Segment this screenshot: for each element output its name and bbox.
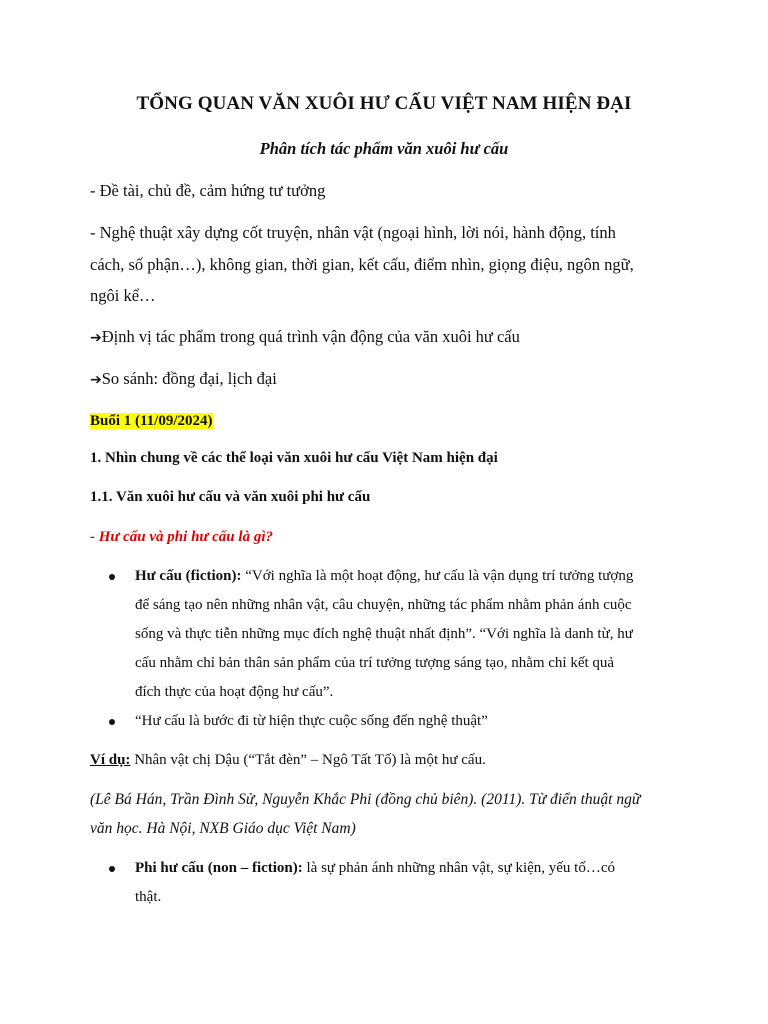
arrow-item (90, 369, 277, 389)
section-heading-1-1: 1.1. Văn xuôi hư cấu và văn xuôi phi hư cấu (90, 489, 371, 505)
section-heading-1: 1. Nhìn chung về các thể loại văn xuôi hư cấu Việt Nam hiện đại (90, 450, 498, 466)
arrow-item-text: So sánh: đồng đại, lịch đại (101, 369, 277, 388)
bullet-nonfiction-line: thật. (135, 889, 162, 905)
bullet-icon (108, 866, 118, 876)
bullet-icon (108, 574, 118, 584)
question-heading: - Hư cấu và phi hư cấu là gì? (90, 529, 273, 545)
arrow-right-icon: ➔ (90, 372, 102, 388)
nonfiction-term: Phi hư cấu (non – fiction): (135, 860, 303, 876)
bullet-nonfiction-line (135, 860, 615, 877)
bullet-fiction-line (135, 568, 633, 585)
fiction-definition: “Với nghĩa là một hoạt động, hư cấu là vận dụng trí tưởng tượng (245, 568, 634, 584)
intro-line: - Đề tài, chủ đề, cảm hứng tư tưởng (90, 181, 326, 200)
citation-line: văn học. Hà Nội, NXB Giáo dục Việt Nam) (90, 820, 356, 837)
document-title: TỔNG QUAN VĂN XUÔI HƯ CẤU VIỆT NAM HIỆN ĐẠI (136, 93, 632, 114)
bullet-fiction-line: cấu nhằm chỉ bản thân sản phẩm của trí tưởng tượng sáng tạo, nhằm chỉ kết quả (135, 655, 615, 671)
arrow-right-icon: ➔ (90, 330, 102, 346)
arrow-item-text: Định vị tác phẩm trong quá trình vận động của văn xuôi hư cấu (101, 327, 520, 346)
bullet-icon (108, 719, 118, 729)
bullet-quote: “Hư cấu là bước đi từ hiện thực cuộc sống đến nghệ thuật” (135, 713, 488, 729)
citation-line: (Lê Bá Hán, Trần Đình Sử, Nguyễn Khắc Phi (đồng chủ biên). (2011). Từ điển thuật ngữ (90, 791, 641, 808)
bullet-fiction-line: sống và thực tiễn những mục đích nghệ thuật nhất định”. “Với nghĩa là danh từ, hư (135, 626, 633, 642)
session-label-highlight: Buổi 1 (11/09/2024) (90, 413, 213, 429)
fiction-term: Hư cấu (fiction): (135, 568, 242, 584)
bullet-fiction-line: đích thực của hoạt động hư cấu”. (135, 684, 334, 700)
document-subtitle: Phân tích tác phẩm văn xuôi hư cấu (259, 139, 509, 158)
intro-line: cách, số phận…), không gian, thời gian, kết cấu, điểm nhìn, giọng điệu, ngôn ngữ, (90, 255, 634, 274)
example-line (90, 752, 486, 769)
example-text: Nhân vật chị Dậu (“Tắt đèn” – Ngô Tất Tố) là một hư cấu. (134, 752, 486, 768)
bullet-fiction-line: để sáng tạo nên những nhân vật, câu chuyện, những tác phẩm nhằm phản ánh cuộc (135, 597, 632, 613)
example-label: Ví dụ: (90, 752, 131, 768)
intro-line: ngôi kể… (90, 286, 156, 305)
arrow-item (90, 327, 520, 347)
intro-line: - Nghệ thuật xây dựng cốt truyện, nhân vật (ngoại hình, lời nói, hành động, tính (90, 223, 616, 242)
nonfiction-definition: là sự phản ánh những nhân vật, sự kiện, yếu tố…có (306, 860, 616, 876)
session-heading (90, 410, 213, 430)
